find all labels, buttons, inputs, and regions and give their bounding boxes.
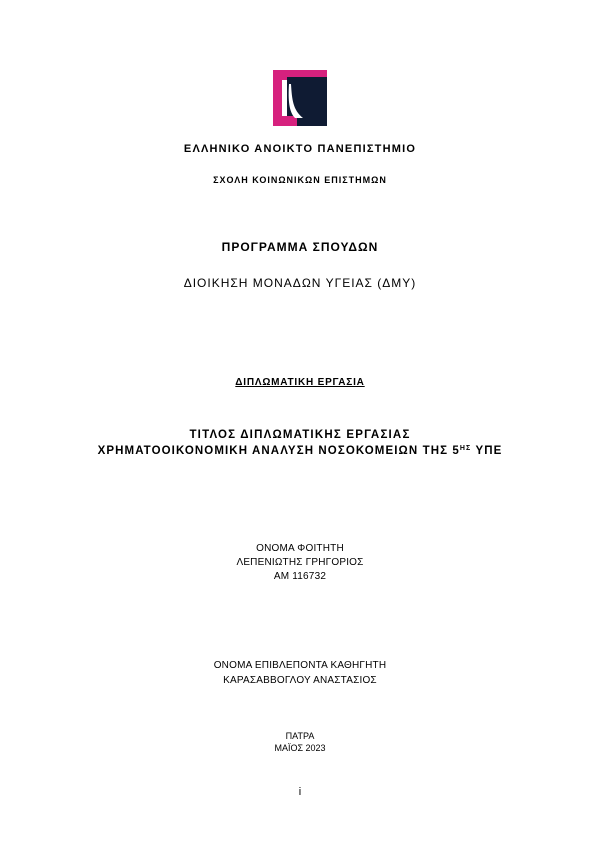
university-name: ΕΛΛΗΝΙΚΟ ΑΝΟΙΚΤΟ ΠΑΝΕΠΙΣΤΗΜΙΟ	[183, 143, 417, 155]
supervisor-label: ΟΝΟΜΑ ΕΠΙΒΛΕΠΟΝΤΑ ΚΑΘΗΓΗΤΗ	[213, 660, 387, 671]
supervisor-name: ΚΑΡΑΣΑΒΒΟΓΛΟΥ ΑΝΑΣΤΑΣΙΟΣ	[223, 675, 377, 686]
document-type-label: ΔΙΠΛΩΜΑΤΙΚΗ ΕΡΓΑΣΙΑ	[235, 377, 365, 388]
program-heading: ΠΡΟΓΡΑΜΜΑ ΣΠΟΥΔΩΝ	[221, 240, 379, 254]
university-logo	[273, 70, 327, 126]
city: ΠΑΤΡΑ	[285, 731, 315, 741]
document-type	[0, 377, 600, 388]
thesis-title-main: ΧΡΗΜΑΤΟΟΙΚΟΝΟΜΙΚΗ ΑΝΑΛΥΣΗ ΝΟΣΟΚΟΜΕΙΩΝ ΤΗΣ 5	[97, 445, 460, 457]
page-number: i	[298, 786, 302, 798]
student-label: ΟΝΟΜΑ ΦΟΙΤΗΤΗ	[256, 543, 344, 554]
thesis-title-label: ΤΙΤΛΟΣ ΔΙΠΛΩΜΑΤΙΚΗΣ ΕΡΓΑΣΙΑΣ	[189, 429, 411, 441]
student-name: ΛΕΠΕΝΙΩΤΗΣ ΓΡΗΓΟΡΙΟΣ	[236, 557, 364, 568]
program-name: ΔΙΟΙΚΗΣΗ ΜΟΝΑΔΩΝ ΥΓΕΙΑΣ (ΔΜΥ)	[183, 276, 417, 290]
date: ΜΑΪΟΣ 2023	[274, 743, 326, 753]
thesis-title-end: ΥΠΕ	[475, 445, 503, 457]
thesis-title-superscript: ΗΣ	[459, 445, 472, 452]
thesis-title	[0, 445, 600, 457]
logo-magenta-bottom	[273, 116, 297, 126]
school-name: ΣΧΟΛΗ ΚΟΙΝΩΝΙΚΩΝ ΕΠΙΣΤΗΜΩΝ	[213, 175, 387, 185]
student-id: ΑΜ 116732	[273, 571, 327, 582]
